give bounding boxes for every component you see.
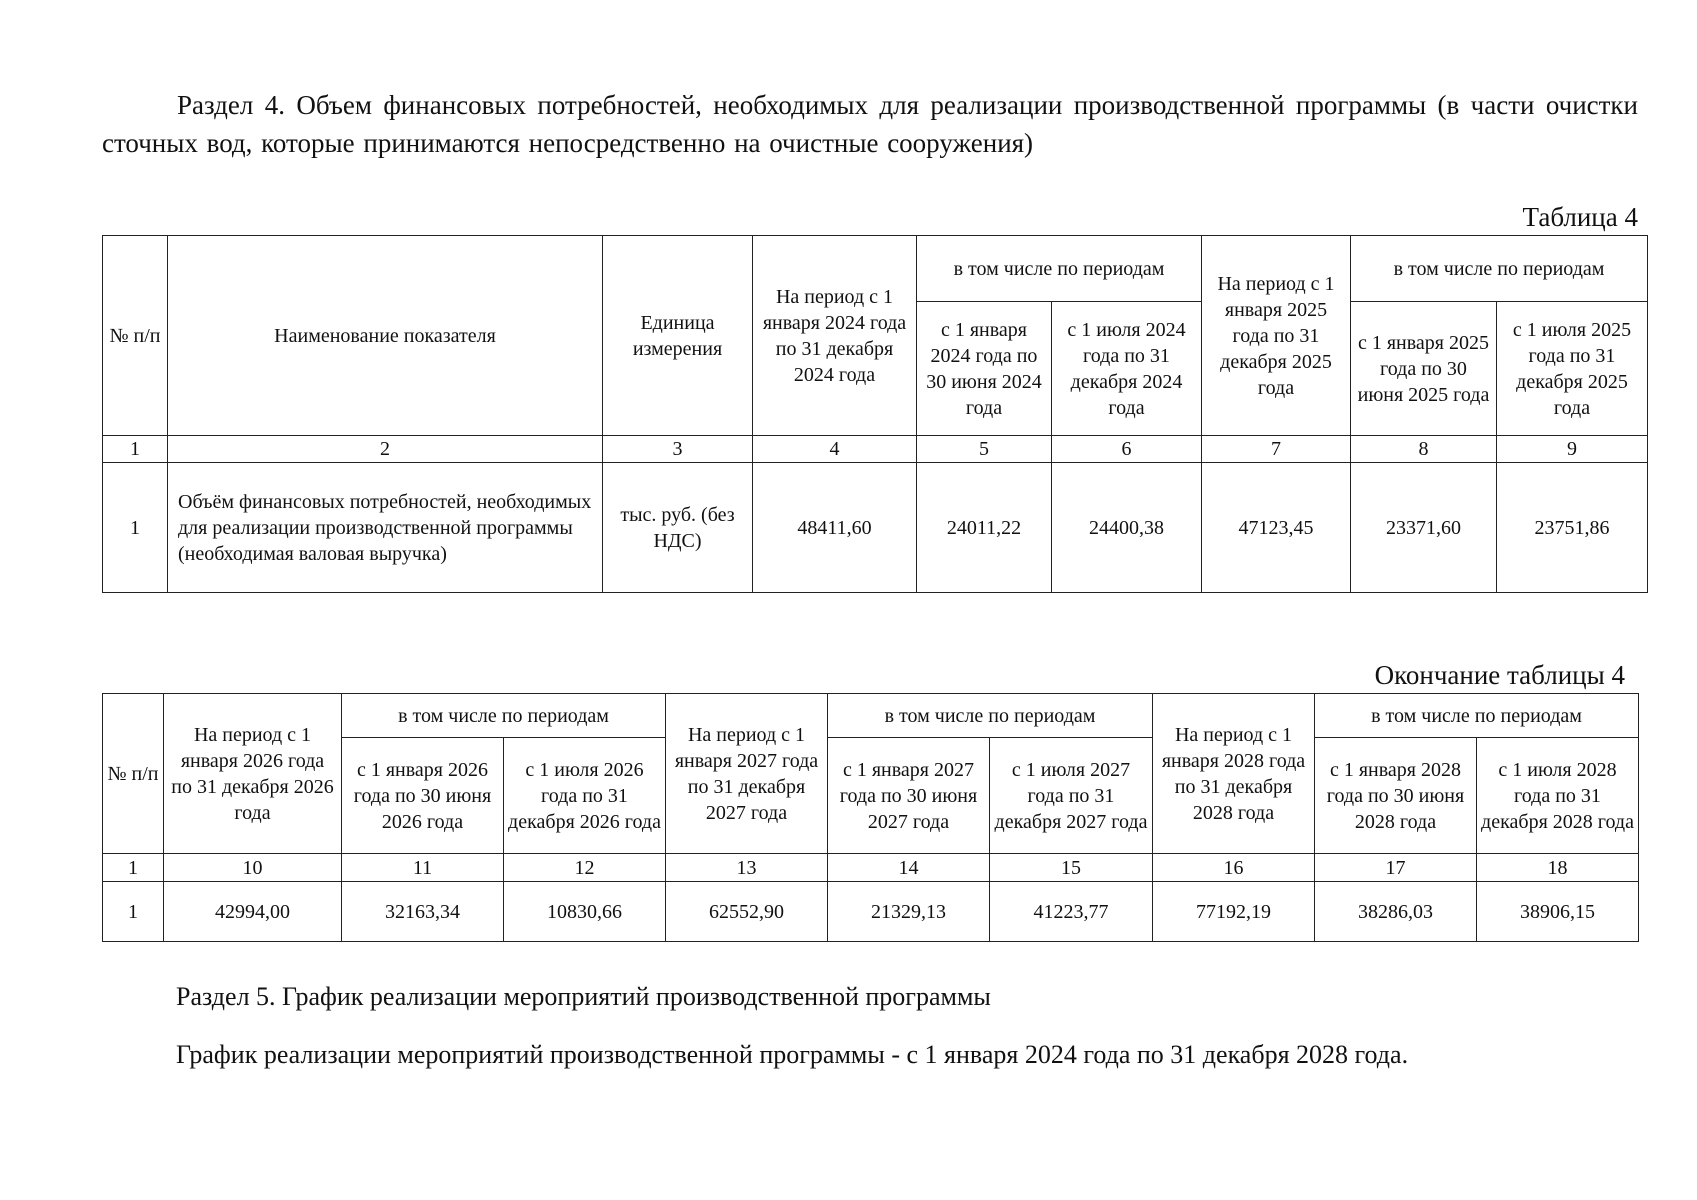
table-4 — [102, 235, 1648, 593]
row-num: 1 — [103, 463, 168, 593]
value-h1-2026: 32163,34 — [342, 882, 504, 942]
row-num: 1 — [103, 882, 164, 942]
column-number: 1 — [103, 854, 164, 882]
section-4-title-text: Раздел 4. Объем финансовых потребностей, необходимых для реализации производственной программы (в части очистки сточных вод, которые принимаются непосредственно на очистные сооружения) — [102, 90, 1638, 158]
column-number: 12 — [504, 854, 666, 882]
header-period-2027: На период с 1 января 2027 года по 31 декабря 2027 года — [666, 694, 828, 854]
table-4-continuation-caption: Окончание таблицы 4 — [1374, 660, 1625, 690]
schedule-text: График реализации мероприятий производственной программы - с 1 января 2024 года по 31 декабря 2028 года. — [176, 1040, 1409, 1069]
value-2027: 62552,90 — [666, 882, 828, 942]
value-h2-2028: 38906,15 — [1477, 882, 1639, 942]
column-number: 4 — [753, 436, 917, 463]
row-name: Объём финансовых потребностей, необходимых для реализации производственной программы (необходимая валовая выручка) — [168, 463, 603, 593]
header-period-2025: На период с 1 января 2025 года по 31 декабря 2025 года — [1202, 236, 1351, 436]
column-number: 8 — [1351, 436, 1497, 463]
column-number: 10 — [164, 854, 342, 882]
header-h1-2027: с 1 января 2027 года по 30 июня 2027 года — [828, 738, 990, 854]
header-h2-2024: с 1 июля 2024 года по 31 декабря 2024 года — [1052, 302, 1202, 436]
header-h1-2026: с 1 января 2026 года по 30 июня 2026 года — [342, 738, 504, 854]
header-period-2024: На период с 1 января 2024 года по 31 декабря 2024 года — [753, 236, 917, 436]
value-h1-2025: 23371,60 — [1351, 463, 1497, 593]
header-subperiods-2028: в том числе по периодам — [1315, 694, 1639, 738]
header-num: № п/п — [103, 236, 168, 436]
header-unit: Единица измерения — [603, 236, 753, 436]
value-2028: 77192,19 — [1153, 882, 1315, 942]
header-period-2028: На период с 1 января 2028 года по 31 декабря 2028 года — [1153, 694, 1315, 854]
header-name: Наименование показателя — [168, 236, 603, 436]
column-number: 13 — [666, 854, 828, 882]
column-number: 16 — [1153, 854, 1315, 882]
row-unit: тыс. руб. (без НДС) — [603, 463, 753, 593]
table-row — [103, 882, 1639, 942]
table-row — [103, 463, 1648, 593]
header-h2-2027: с 1 июля 2027 года по 31 декабря 2027 года — [990, 738, 1153, 854]
value-h1-2027: 21329,13 — [828, 882, 990, 942]
column-number: 6 — [1052, 436, 1202, 463]
column-number: 3 — [603, 436, 753, 463]
table-4-header-row-1 — [103, 236, 1648, 302]
header-subperiods-2027: в том числе по периодам — [828, 694, 1153, 738]
section-4-title — [102, 86, 1638, 162]
value-h1-2028: 38286,03 — [1315, 882, 1477, 942]
value-2026: 42994,00 — [164, 882, 342, 942]
column-number: 17 — [1315, 854, 1477, 882]
header-period-2026: На период с 1 января 2026 года по 31 декабря 2026 года — [164, 694, 342, 854]
value-h2-2027: 41223,77 — [990, 882, 1153, 942]
table-4-continuation — [102, 693, 1639, 942]
header-h2-2028: с 1 июля 2028 года по 31 декабря 2028 года — [1477, 738, 1639, 854]
header-h1-2024: с 1 января 2024 года по 30 июня 2024 года — [917, 302, 1052, 436]
section-5-title: Раздел 5. График реализации мероприятий производственной программы — [176, 982, 991, 1011]
column-number: 7 — [1202, 436, 1351, 463]
column-number: 9 — [1497, 436, 1648, 463]
header-h1-2028: с 1 января 2028 года по 30 июня 2028 года — [1315, 738, 1477, 854]
header-h2-2025: с 1 июля 2025 года по 31 декабря 2025 года — [1497, 302, 1648, 436]
column-number: 14 — [828, 854, 990, 882]
value-2025: 47123,45 — [1202, 463, 1351, 593]
value-h2-2026: 10830,66 — [504, 882, 666, 942]
column-number: 2 — [168, 436, 603, 463]
value-h2-2025: 23751,86 — [1497, 463, 1648, 593]
header-subperiods-2025: в том числе по периодам — [1351, 236, 1648, 302]
column-number: 18 — [1477, 854, 1639, 882]
header-h1-2025: с 1 января 2025 года по 30 июня 2025 года — [1351, 302, 1497, 436]
header-subperiods-2026: в том числе по периодам — [342, 694, 666, 738]
header-subperiods-2024: в том числе по периодам — [917, 236, 1202, 302]
value-2024: 48411,60 — [753, 463, 917, 593]
value-h2-2024: 24400,38 — [1052, 463, 1202, 593]
column-number: 5 — [917, 436, 1052, 463]
header-h2-2026: с 1 июля 2026 года по 31 декабря 2026 года — [504, 738, 666, 854]
column-number: 15 — [990, 854, 1153, 882]
value-h1-2024: 24011,22 — [917, 463, 1052, 593]
table-4-continuation-column-numbers — [103, 854, 1639, 882]
table-4-column-numbers — [103, 436, 1648, 463]
header-num: № п/п — [103, 694, 164, 854]
table-4-continuation-header-row-1 — [103, 694, 1639, 738]
column-number: 1 — [103, 436, 168, 463]
column-number: 11 — [342, 854, 504, 882]
table-4-caption: Таблица 4 — [1522, 202, 1638, 232]
